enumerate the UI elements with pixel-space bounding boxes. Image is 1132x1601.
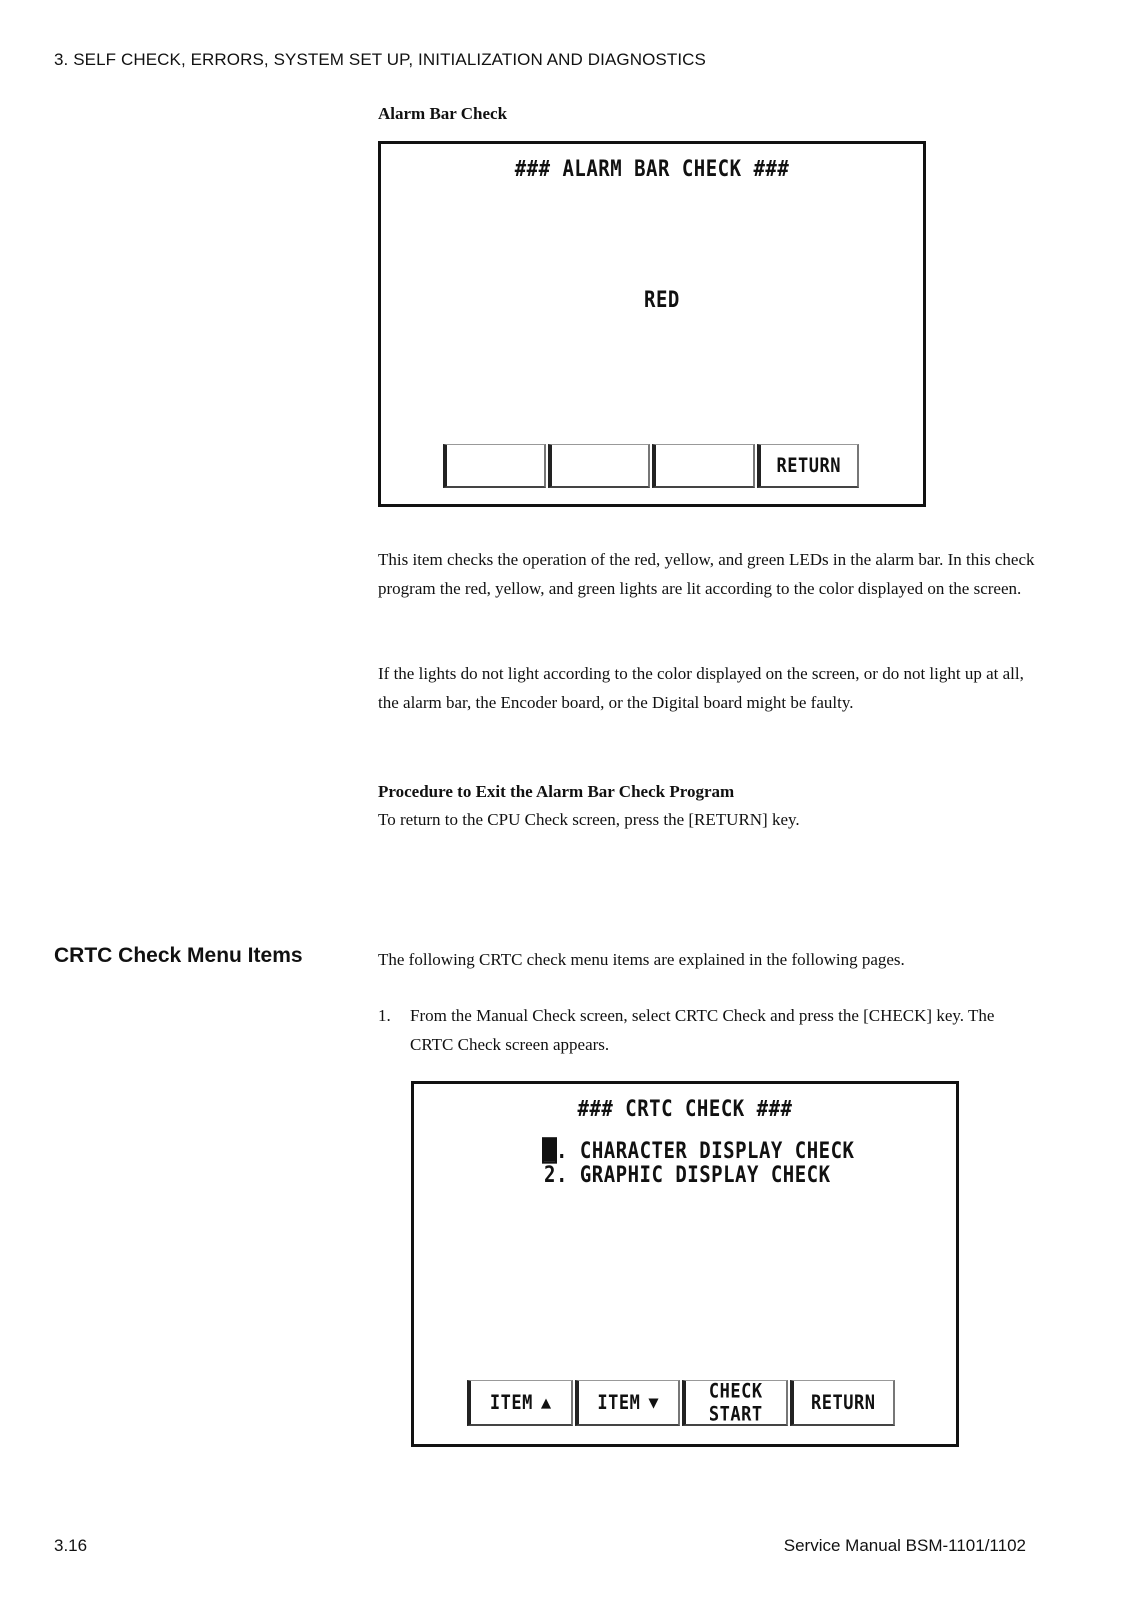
alarm-softkey-2[interactable] [548, 444, 651, 488]
crtc-check-screen-title: ### CRTC CHECK ### [577, 1096, 793, 1122]
crtc-check-screen [411, 1081, 959, 1447]
step-text: From the Manual Check screen, select CRTC Check and press the [CHECK] key. The CRTC Check screen appears. [410, 1006, 995, 1054]
alarm-softkey-3[interactable] [652, 444, 755, 488]
alarm-softkey-bar [443, 444, 861, 488]
alarm-bar-check-paragraph-1: This item checks the operation of the red, yellow, and green LEDs in the alarm bar. In this check program the red, yellow, and green lights are lit according to the color displayed on the screen. [378, 550, 1035, 598]
alarm-bar-check-screen [378, 141, 926, 507]
crtc-intro-text: The following CRTC check menu items are explained in the following pages. [378, 950, 905, 969]
exit-procedure-subhead: Procedure to Exit the Alarm Bar Check Program [378, 782, 735, 801]
alarm-softkey-1[interactable] [443, 444, 546, 488]
chapter-header: 3. SELF CHECK, ERRORS, SYSTEM SET UP, INITIALIZATION AND DIAGNOSTICS [54, 50, 706, 69]
item-up-softkey[interactable]: ITEM ▲ [467, 1380, 573, 1426]
alarm-bar-check-subhead: Alarm Bar Check [378, 104, 508, 123]
crtc-section-heading: CRTC Check Menu Items [54, 944, 303, 967]
exit-procedure-text: To return to the CPU Check screen, press the [RETURN] key. [378, 810, 800, 829]
arrow-down-icon: ▼ [648, 1392, 660, 1413]
page-number: 3.16 [54, 1536, 88, 1555]
step-number: 1. [378, 1006, 391, 1025]
alarm-color-text: RED [644, 287, 680, 313]
crtc-menu-item-1[interactable]: . CHARACTER DISPLAY CHECK [544, 1138, 854, 1163]
item-down-softkey[interactable]: ITEM ▼ [575, 1380, 681, 1426]
crtc-menu-item-2[interactable]: 2. GRAPHIC DISPLAY CHECK [544, 1162, 831, 1188]
crtc-return-softkey[interactable]: RETURN [790, 1380, 896, 1426]
selection-cursor [544, 1140, 555, 1162]
alarm-bar-check-screen-title: ### ALARM BAR CHECK ### [514, 156, 790, 182]
arrow-up-icon: ▲ [540, 1392, 552, 1413]
check-start-softkey[interactable]: CHECK START [682, 1380, 788, 1426]
alarm-bar-check-paragraph-2: If the lights do not light according to the color displayed on the screen, or do not light up at all, the alarm bar, the Encoder board, or the Digital board might be faulty. [378, 664, 1024, 712]
crtc-softkey-bar [467, 1380, 897, 1426]
manual-name: Service Manual BSM-1101/1102 [783, 1536, 1026, 1555]
alarm-return-softkey[interactable]: RETURN [757, 444, 860, 488]
